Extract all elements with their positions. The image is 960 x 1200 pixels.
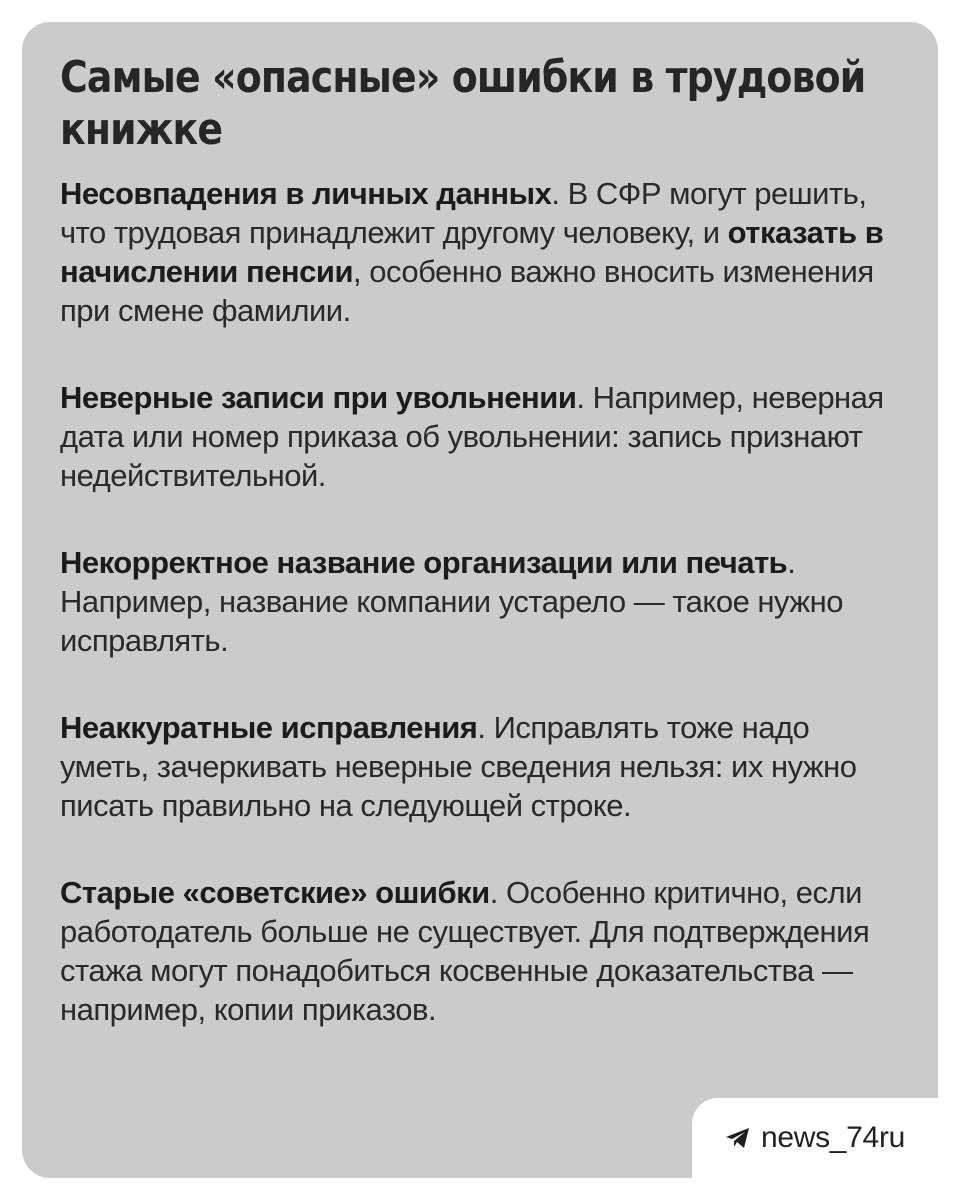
page-title: Самые «опасные» ошибки в трудовой книжке xyxy=(60,52,866,155)
source-badge[interactable] xyxy=(692,1098,938,1178)
paragraph-heading: Неверные записи при увольнении xyxy=(60,380,577,415)
paragraph-text: . Особенно критично, если работодатель больше не существует. Для подтверждения стажа могут понадобиться косвенные доказательства — например, копии приказов. xyxy=(60,875,870,1027)
paragraph-emphasis: отказать в начислении пенсии xyxy=(60,215,884,289)
paragraph-text: . Например, неверная дата или номер приказа об увольнении: запись признают недействительной. xyxy=(60,380,884,493)
paragraph-heading: Некорректное название организации или печать xyxy=(60,545,788,580)
source-label: news_74ru xyxy=(760,1121,906,1154)
paragraph-heading: Неаккуратные исправления xyxy=(60,710,478,745)
paragraph-text: , особенно важно вносить изменения при смене фамилии. xyxy=(60,254,874,328)
paragraph-personal-data xyxy=(60,174,898,330)
paragraph-heading: Несовпадения в личных данных xyxy=(60,176,552,211)
paragraph-text: . Например, название компании устарело — такое нужно исправлять. xyxy=(60,545,843,658)
paragraph-organization-name xyxy=(60,543,898,660)
content-card xyxy=(22,22,938,1178)
paragraph-text: . Исправлять тоже надо уметь, зачеркивать неверные сведения нельзя: их нужно писать правильно на следующей строке. xyxy=(60,710,857,823)
paragraph-dismissal-records xyxy=(60,378,898,495)
paragraph-corrections xyxy=(60,708,898,825)
telegram-icon xyxy=(725,1127,751,1149)
paragraph-text: . В СФР могут решить, что трудовая принадлежит другому человеку, и xyxy=(60,176,867,250)
paragraph-heading: Старые «советские» ошибки xyxy=(60,875,490,910)
paragraph-soviet-errors xyxy=(60,873,898,1029)
